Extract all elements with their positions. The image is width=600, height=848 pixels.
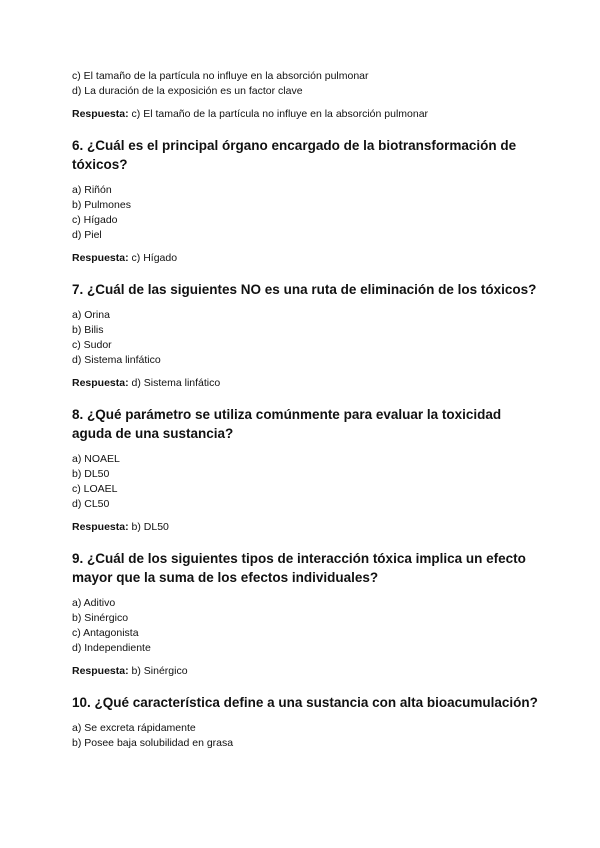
answer-line [72, 251, 542, 266]
answer-text: d) Sistema linfático [131, 377, 221, 389]
option-a: a) Aditivo [72, 597, 116, 609]
option-a: a) Riñón [72, 184, 112, 196]
question-5-tail [72, 69, 542, 122]
option-b: b) Posee baja solubilidad en grasa [72, 737, 234, 749]
option-c: c) Antagonista [72, 627, 139, 639]
answer-text: b) DL50 [131, 521, 169, 533]
answer-line [72, 107, 542, 122]
option-c: c) Sudor [72, 339, 112, 351]
answer-label: Respuesta: [72, 252, 129, 264]
answer-label: Respuesta: [72, 665, 129, 677]
document-page [72, 69, 542, 751]
option-a: a) Orina [72, 309, 110, 321]
option-b: b) Bilis [72, 324, 104, 336]
option-b: b) Sinérgico [72, 612, 129, 624]
option-c: c) El tamaño de la partícula no influye en la absorción pulmonar [72, 70, 369, 82]
question-title: 9. ¿Cuál de los siguientes tipos de interacción tóxica implica un efecto mayor que la suma de los efectos individuales? [72, 551, 526, 585]
answer-line [72, 664, 542, 679]
question-title: 10. ¿Qué característica define a una sustancia con alta bioacumulación? [72, 695, 538, 710]
option-b: b) DL50 [72, 468, 110, 480]
option-d: d) Independiente [72, 642, 151, 654]
option-d: d) Sistema linfático [72, 354, 161, 366]
option-a: a) NOAEL [72, 453, 120, 465]
question-10 [72, 693, 542, 751]
answer-line [72, 520, 542, 535]
question-title: 8. ¿Qué parámetro se utiliza comúnmente para evaluar la toxicidad aguda de una sustancia? [72, 407, 502, 441]
question-6 [72, 136, 542, 266]
question-7 [72, 280, 542, 391]
option-d: d) La duración de la exposición es un factor clave [72, 85, 303, 97]
option-a: a) Se excreta rápidamente [72, 722, 196, 734]
option-d: d) CL50 [72, 498, 110, 510]
option-c: c) LOAEL [72, 483, 118, 495]
answer-line [72, 376, 542, 391]
answer-text: b) Sinérgico [131, 665, 188, 677]
option-d: d) Piel [72, 229, 102, 241]
question-title: 6. ¿Cuál es el principal órgano encargado de la biotransformación de tóxicos? [72, 138, 517, 172]
option-b: b) Pulmones [72, 199, 131, 211]
option-c: c) Hígado [72, 214, 118, 226]
question-9 [72, 549, 542, 679]
answer-label: Respuesta: [72, 377, 129, 389]
answer-label: Respuesta: [72, 521, 129, 533]
answer-text: c) Hígado [131, 252, 178, 264]
question-8 [72, 405, 542, 535]
question-title: 7. ¿Cuál de las siguientes NO es una ruta de eliminación de los tóxicos? [72, 282, 537, 297]
answer-text: c) El tamaño de la partícula no influye en la absorción pulmonar [131, 108, 429, 120]
answer-label: Respuesta: [72, 108, 129, 120]
